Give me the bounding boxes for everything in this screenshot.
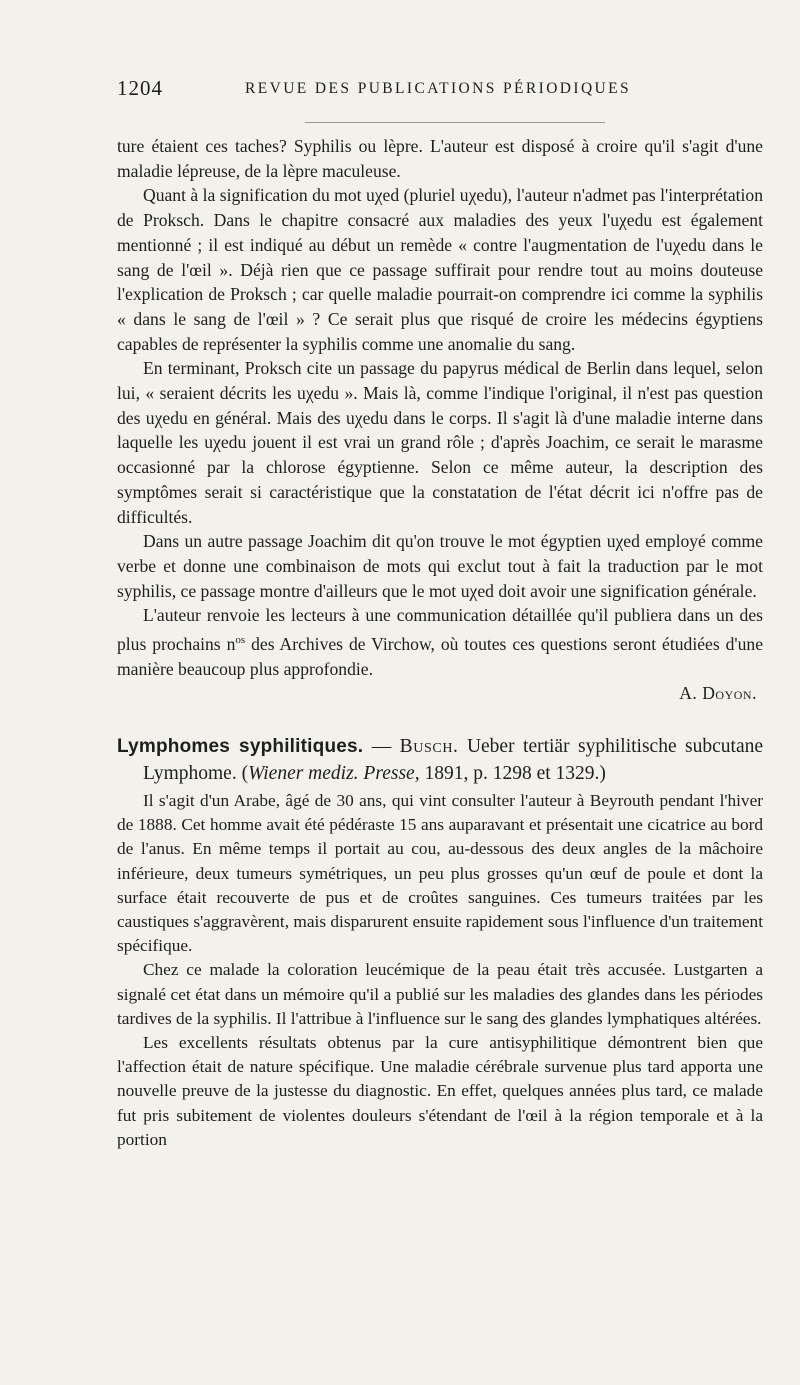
journal-name: Wiener mediz. Presse, [248,762,420,784]
article-title: Lymphomes syphilitiques. [117,736,364,758]
numero-superscript: os [235,634,246,647]
page-number: 1204 [117,76,163,100]
paragraph: Quant à la signification du mot uχed (pluriel uχedu), l'auteur n'admet pas l'interprétation de Proksch. Dans le chapitre consacré aux maladies des yeux l'uχedu est également mentionné ; il est indiqué au début un remède « contre l'augmentation de l'uχedu dans le sang de l'œil ». Déjà rien que ce passage suffirait pour rendre tout au moins douteuse l'explication de Proksch ; car quelle maladie pourrait-on comprendre ici comme la syphilis « dans le sang de l'œil » ? Ce serait plus que risqué de croire les médecins égyptiens capables de représenter la syphilis comme une anomalie du sang. [117,185,763,354]
paragraph: Dans un autre passage Joachim dit qu'on trouve le mot égyptien uχed employé comme verbe et donne une combinaison de mots qui exclut tout à fait la traduction par le mot syphilis, ce passage montre d'ailleurs que le mot uχed doit avoir une signification générale. [117,531,763,601]
citation: 1891, p. 1298 et 1329.) [419,762,606,784]
body-text [117,134,763,1152]
paragraph: Chez ce malade la coloration leucémique de la peau était très accusée. Lustgarten a signalé cet état dans un mémoire qu'il a publié sur les maladies des glandes dans les périodes tardives de la syphilis. Il l'attribue à l'influence sur le sang des glandes lymphatiques altérées. [117,960,763,1028]
paragraph-final-start: L'auteur renvoie les lecteurs à une communication détaillée qu'il publiera dans un des plus prochains n [117,605,763,654]
paragraph-final [117,603,763,681]
paragraph: ture étaient ces taches? Syphilis ou lèpre. L'auteur est disposé à croire qu'il s'agit d'une maladie lépreuse, de la lèpre maculeuse. [117,136,763,181]
article-body [117,789,763,1152]
article-author: Busch. [399,736,459,758]
paragraph: En terminant, Proksch cite un passage du papyrus médical de Berlin dans lequel, selon lui, « seraient décrits les uχedu ». Mais là, comme l'indique l'original, il n'est pas question des uχedu en général. Mais des uχedu dans le corps. Il s'agit là d'une maladie interne dans laquelle les uχedu jouent il est vrai un grand rôle ; d'après Joachim, ce serait le marasme occasionné par la chlorose égyptienne. Selon ce même auteur, la description des symptômes serait si caractéristique que la constatation de l'état décrit ici n'offre pas de difficultés. [117,358,763,527]
paragraph: Il s'agit d'un Arabe, âgé de 30 ans, qui vint consulter l'auteur à Beyrouth pendant l'hiver de 1888. Cet homme avait été pédéraste 15 ans auparavant et présentait une cicatrice au bord de l'anus. En même temps il portait au cou, au-dessous des deux angles de la mâchoire inférieure, deux tumeurs symétriques, un peu plus grosses qu'un œuf de poule et dont la surface était recouverte de pus et de croûtes sanguines. Ces tumeurs traitées par les caustiques s'aggravèrent, mais disparurent ensuite rapidement sous l'influence d'un traitement spécifique. [117,791,763,956]
german-title: Ueber tertiär syphilitische subcutane Lymphome. ( [143,736,764,784]
paragraph: Les excellents résultats obtenus par la cure antisyphilitique démontrent bien que l'affection était de nature spécifique. Une maladie cérébrale survenue plus tard apporta une nouvelle preuve de la justesse du diagnostic. En effet, quelques années plus tard, ce malade fut pris subitement de violentes douleurs s'étendant de l'œil à la région temporale et à la portion [117,1033,763,1149]
author-signature: A. Doyon. [679,683,757,704]
heading-dash: — [363,736,400,758]
paragraph-final-end: des Archives de Virchow, où toutes ces questions seront étudiées d'une manière beaucoup plus approfondie. [117,633,763,679]
header-divider [305,122,605,123]
running-head [117,76,760,106]
article-heading [117,734,763,787]
journal-title: REVUE DES PUBLICATIONS PÉRIODIQUES [245,80,632,97]
